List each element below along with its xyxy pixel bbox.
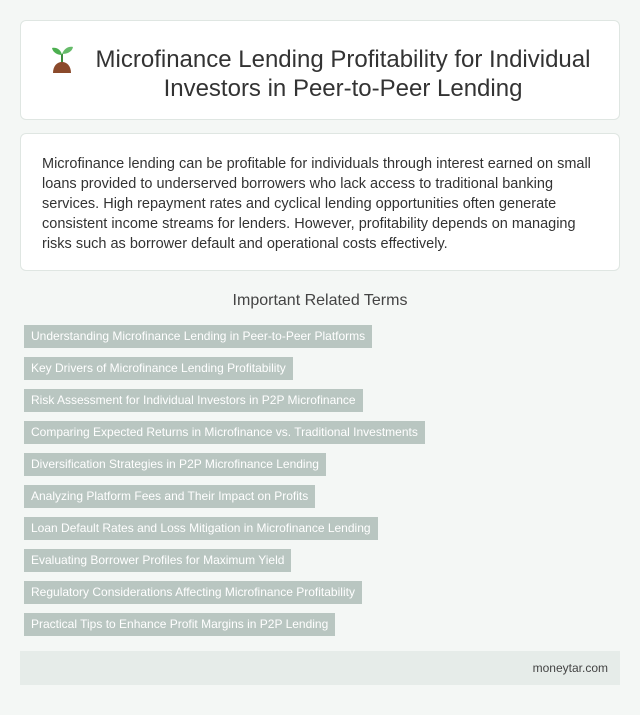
related-term-tag[interactable]: Key Drivers of Microfinance Lending Profitability xyxy=(24,357,293,380)
related-terms-list xyxy=(24,325,425,645)
related-term-tag[interactable]: Understanding Microfinance Lending in Peer-to-Peer Platforms xyxy=(24,325,372,348)
related-term-tag[interactable]: Regulatory Considerations Affecting Microfinance Profitability xyxy=(24,581,362,604)
related-term-tag[interactable]: Risk Assessment for Individual Investors in P2P Microfinance xyxy=(24,389,363,412)
related-terms-heading: Important Related Terms xyxy=(232,292,408,309)
related-term-tag[interactable]: Practical Tips to Enhance Profit Margins in P2P Lending xyxy=(24,613,335,636)
intro-card xyxy=(20,133,620,271)
related-term-tag[interactable]: Evaluating Borrower Profiles for Maximum Yield xyxy=(24,549,291,572)
site-name[interactable]: moneytar.com xyxy=(532,661,608,675)
intro-paragraph: Microfinance lending can be profitable for individuals through interest earned on small loans provided to underserved borrowers who lack access to traditional banking services. High repayment rates and cyclical lending opportunities often generate consistent income streams for lenders. However, profitability depends on managing risks such as borrower default and operational costs effectively. xyxy=(42,156,591,252)
footer xyxy=(20,651,620,685)
related-term-tag[interactable]: Loan Default Rates and Loss Mitigation in Microfinance Lending xyxy=(24,517,378,540)
title-card xyxy=(20,20,620,120)
related-term-tag[interactable]: Analyzing Platform Fees and Their Impact on Profits xyxy=(24,485,315,508)
page-title: Microfinance Lending Profitability for Individual Investors in Peer-to-Peer Lending xyxy=(95,46,591,102)
seedling-icon xyxy=(49,43,75,75)
related-term-tag[interactable]: Comparing Expected Returns in Microfinance vs. Traditional Investments xyxy=(24,421,425,444)
related-term-tag[interactable]: Diversification Strategies in P2P Microfinance Lending xyxy=(24,453,326,476)
